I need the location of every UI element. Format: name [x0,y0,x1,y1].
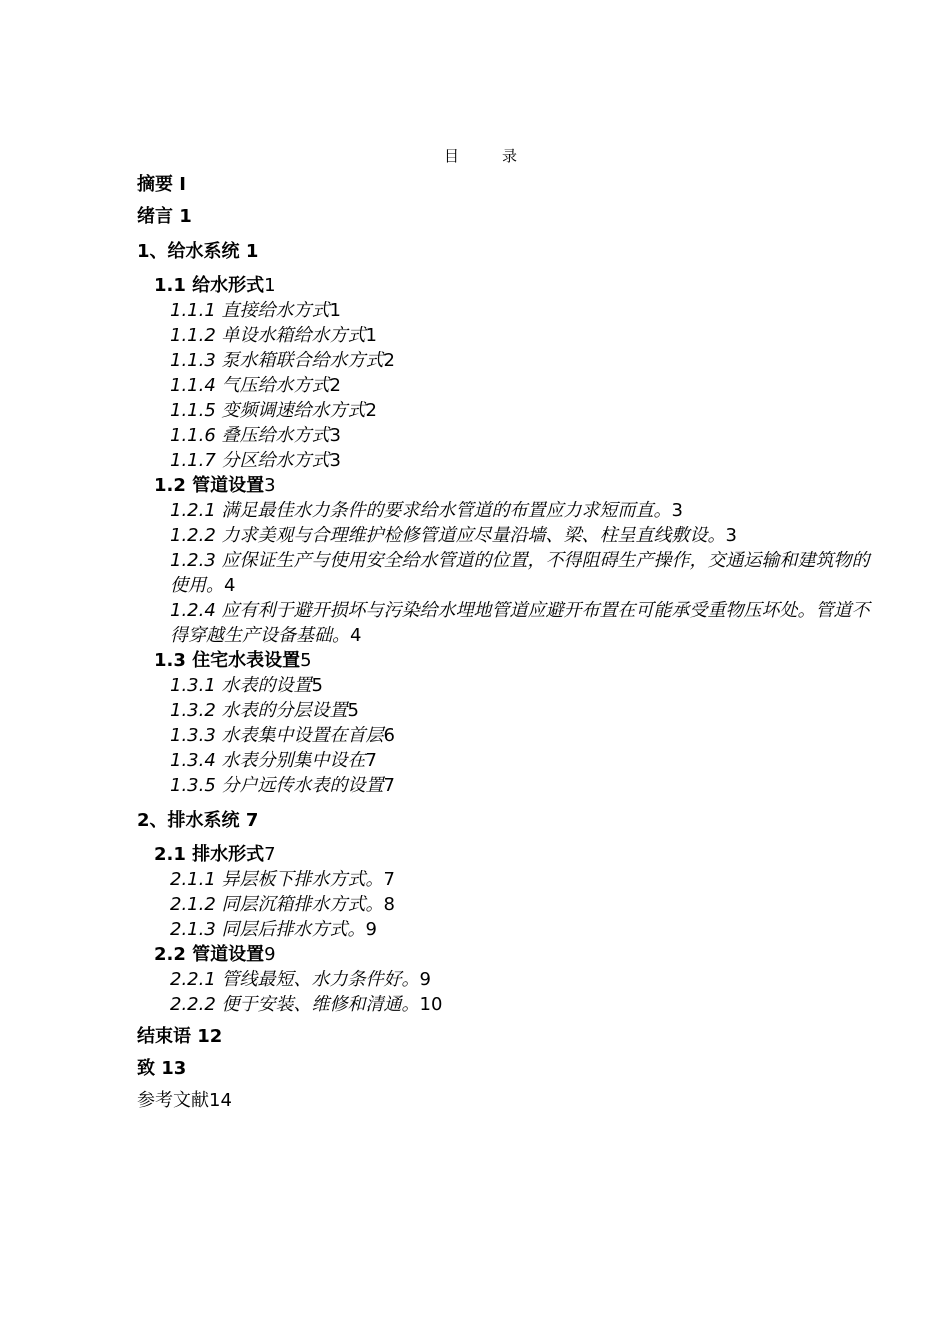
toc-entry-page: 1 [365,325,377,346]
toc-entry-page: 8 [383,894,395,915]
toc-entry[interactable] [137,348,877,373]
toc-entry[interactable] [137,992,877,1017]
toc-entry-page: 9 [365,919,377,940]
toc-entry-title: 1.1.1 直接给水方式 [170,300,330,321]
toc-entry-page: 1 [245,241,259,262]
toc-entry-title: 1.3.3 水表集中设置在首层 [170,725,384,746]
toc-entry-title: 致 [137,1058,155,1079]
toc-entry-title: 1.2.3 应保证生产与使用安全给水管道的位置，不得阻碍生产操作，交通运输和建筑物的使用。 [170,550,870,596]
toc-entry[interactable] [137,892,877,917]
toc-entry-title: 1.1.2 单设水箱给水方式 [170,325,366,346]
toc-entry-page: 6 [383,725,395,746]
toc-entry-page: 2 [383,350,395,371]
toc-entry-page: 4 [224,575,236,596]
toc-entry-title: 2、排水系统 [137,810,240,831]
toc-entry-page: I [179,174,186,195]
toc-entry-title: 1.3 住宅水表设置 [154,650,301,671]
toc-entry-page: 3 [671,500,683,521]
toc-entry[interactable] [137,298,877,323]
toc-entry[interactable] [137,204,877,229]
toc-entry-page: 7 [365,750,377,771]
toc-entry-page: 9 [419,969,431,990]
toc-entry-page: 2 [365,400,377,421]
toc-entry-page: 7 [264,844,276,865]
toc-entry[interactable] [137,323,877,348]
toc-entry-page: 3 [725,525,737,546]
toc-entry[interactable] [137,239,877,264]
toc-entry[interactable] [137,1024,877,1049]
toc-entry[interactable] [137,398,877,423]
toc-entry[interactable] [137,808,877,833]
toc-entry[interactable] [137,867,877,892]
toc-entry-title: 1.1.3 泵水箱联合给水方式 [170,350,384,371]
toc-entry-page: 7 [383,869,395,890]
toc-entry[interactable] [137,673,877,698]
toc-entry-title: 1.1.6 叠压给水方式 [170,425,330,446]
toc-entry-page: 7 [245,810,259,831]
toc-entry-title: 参考文献 [137,1090,209,1111]
toc-entry-page: 13 [161,1058,187,1079]
toc-entry-title: 2.1.3 同层后排水方式。 [170,919,366,940]
toc-entry[interactable] [137,498,877,523]
toc-entry-page: 14 [209,1090,232,1111]
toc-entry-page: 10 [419,994,443,1015]
toc-entry-title: 摘要 [137,174,173,195]
toc-entry-title: 1.2.2 力求美观与合理维护检修管道应尽量沿墙、梁、柱呈直线敷设。 [170,525,726,546]
toc-entry-title: 1.2.4 应有利于避开损坏与污染给水埋地管道应避开布置在可能承受重物压坏处。管道不得穿越生产设备基础。 [170,600,870,646]
toc-entry[interactable] [137,723,877,748]
toc-entry-title: 1.3.2 水表的分层设置 [170,700,348,721]
toc-entry-page: 2 [329,375,341,396]
toc-entry[interactable] [137,523,877,548]
toc-entry-title: 1.2.1 满足最佳水力条件的要求给水管道的布置应力求短而直。 [170,500,672,521]
toc-entry-title: 2.1.2 同层沉箱排水方式。 [170,894,384,915]
toc-entry[interactable] [137,648,877,673]
toc-entry-title: 1、给水系统 [137,241,240,262]
toc-entry[interactable] [137,448,877,473]
toc-entry[interactable] [137,473,877,498]
toc-entry[interactable] [137,967,877,992]
toc-entry-title: 1.1.4 气压给水方式 [170,375,330,396]
toc-entry-page: 5 [300,650,312,671]
toc-entry-title: 绪言 [137,206,173,227]
toc-entry-title: 2.2.1 管线最短、水力条件好。 [170,969,420,990]
toc-entry-page: 1 [179,206,192,227]
toc-entry-title: 1.1.5 变频调速给水方式 [170,400,366,421]
toc-entry[interactable] [137,1088,877,1113]
toc-entry[interactable] [137,748,877,773]
toc-entry-title: 1.3.5 分户远传水表的设置 [170,775,384,796]
toc-entry[interactable] [137,842,877,867]
table-of-contents [137,170,877,1113]
toc-entry-page: 1 [264,275,276,296]
toc-entry[interactable] [137,548,877,598]
toc-entry-page: 3 [264,475,276,496]
toc-entry[interactable] [137,1056,877,1081]
toc-entry-page: 9 [264,944,276,965]
toc-entry[interactable] [137,698,877,723]
toc-entry[interactable] [137,273,877,298]
toc-entry-title: 1.3.4 水表分别集中设在 [170,750,366,771]
toc-entry-title: 2.2 管道设置 [154,944,265,965]
toc-entry-page: 1 [329,300,341,321]
toc-entry-page: 7 [383,775,395,796]
toc-entry-title: 1.1.7 分区给水方式 [170,450,330,471]
toc-entry[interactable] [137,423,877,448]
toc-entry-title: 结束语 [137,1026,191,1047]
toc-entry-title: 1.2 管道设置 [154,475,265,496]
toc-entry[interactable] [137,172,877,197]
toc-entry-title: 2.1.1 异层板下排水方式。 [170,869,384,890]
toc-entry[interactable] [137,598,877,648]
toc-entry[interactable] [137,773,877,798]
toc-entry-title: 1.1 给水形式 [154,275,265,296]
toc-entry-page: 3 [329,425,341,446]
toc-entry[interactable] [137,942,877,967]
toc-entry-page: 3 [329,450,341,471]
toc-entry-title: 2.2.2 便于安装、维修和清通。 [170,994,420,1015]
toc-entry[interactable] [137,917,877,942]
toc-entry-page: 4 [350,625,362,646]
toc-entry-page: 5 [311,675,323,696]
page-title: 目 录 [443,147,531,165]
toc-entry-page: 5 [347,700,359,721]
toc-entry-title: 1.3.1 水表的设置 [170,675,312,696]
toc-entry-page: 12 [197,1026,223,1047]
toc-entry-title: 2.1 排水形式 [154,844,265,865]
toc-entry[interactable] [137,373,877,398]
